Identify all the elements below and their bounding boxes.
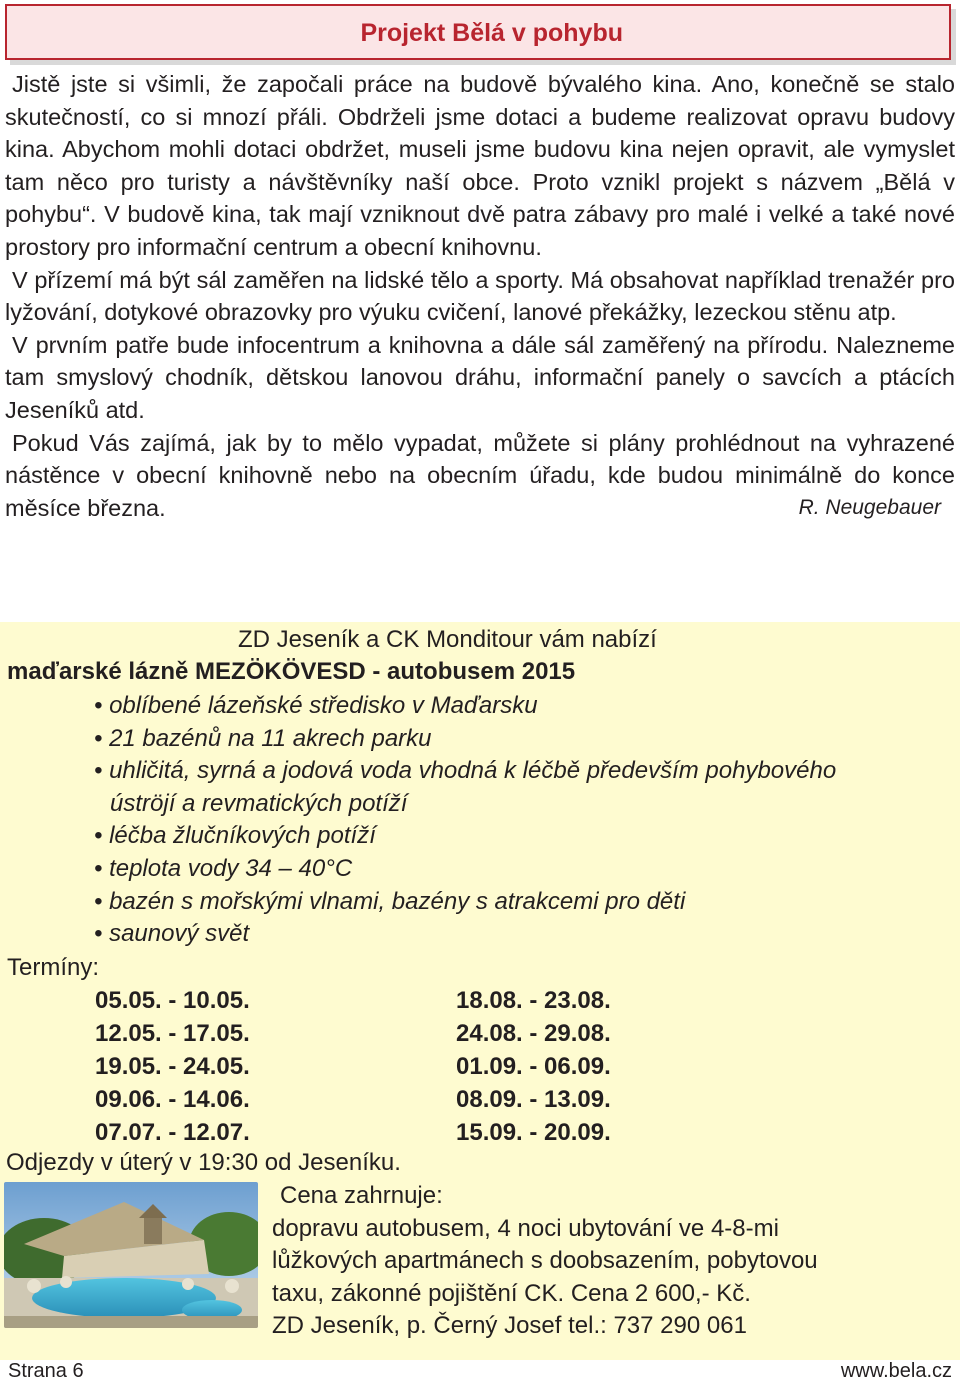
website-url: www.bela.cz	[840, 1360, 952, 1382]
date-range: 18.08. - 23.08.	[456, 987, 611, 1014]
price-line: lůžkových apartmánech s doobsazením, pobytovou	[272, 1247, 818, 1275]
dates-column-2	[456, 984, 611, 1149]
article-paragraph: Jistě jste si všimli, že započali práce na budově bývalého kina. Ano, konečně se stalo skutečností, co si mnozí přáli. Obdrželi jsme dotaci a budeme realizovat opravu budovy kina. Abychom mohli dotaci obdržet, museli jsme budovu kina nejen opravit, ale vymyslet tam něco pro turisty a návštěvníky naší obce. Proto vznikl projekt s názvem „Bělá v pohybu“. V budově kina, tak mají vzniknout dvě patra zábavy pro malé i velké a také nové prostory pro informační centrum a obecní knihovnu.	[5, 71, 955, 260]
contact-line: ZD Jeseník, p. Černý Josef tel.: 737 290 061	[272, 1312, 747, 1340]
travel-advert	[0, 622, 960, 1360]
advert-headline: ZD Jeseník a CK Monditour vám nabízí	[238, 626, 657, 653]
feature-item: • teplota vody 34 – 40°C	[94, 854, 353, 882]
feature-item: • bazén s mořskými vlnami, bazény s atrakcemi pro děti	[94, 887, 686, 915]
departure-info: Odjezdy v úterý v 19:30 od Jeseníku.	[6, 1149, 401, 1176]
article-paragraph: V přízemí má být sál zaměřen na lidské tělo a sporty. Má obsahovat například trenažér pro lyžování, dotykové obrazovky pro výuku cvičení, lanové překážky, lezeckou stěnu atp.	[5, 266, 955, 326]
article-header	[5, 4, 951, 60]
terms-label: Termíny:	[7, 954, 100, 981]
feature-item: • 21 bazénů na 11 akrech parku	[94, 724, 432, 752]
date-range: 15.09. - 20.09.	[456, 1119, 611, 1146]
date-range: 01.09. - 06.09.	[456, 1053, 611, 1080]
price-heading: Cena zahrnuje:	[280, 1182, 443, 1209]
article-title: Projekt Bělá v pohybu	[360, 19, 623, 47]
article-body	[5, 68, 955, 524]
date-range: 05.05. - 10.05.	[95, 987, 250, 1014]
date-range: 24.08. - 29.08.	[456, 1020, 611, 1047]
article-author: R. Neugebauer	[798, 495, 941, 519]
spa-resort-photo	[4, 1182, 258, 1328]
price-line: dopravu autobusem, 4 noci ubytování ve 4-8-mi	[272, 1214, 779, 1242]
advert-title: maďarské lázně MEZÖKÖVESD - autobusem 2015	[7, 658, 576, 685]
feature-item: • uhličitá, syrná a jodová voda vhodná k léčbě především pohybového úströjí a revmatických potíží	[94, 757, 837, 817]
page-number: Strana 6	[8, 1360, 84, 1382]
date-range: 09.06. - 14.06.	[95, 1086, 250, 1113]
date-range: 12.05. - 17.05.	[95, 1020, 250, 1047]
feature-item: • oblíbené lázeňské středisko v Maďarsku	[94, 692, 538, 719]
price-line: taxu, zákonné pojištění CK. Cena 2 600,- Kč.	[272, 1279, 751, 1307]
feature-item: • léčba žlučníkových potíží	[94, 822, 376, 850]
date-range: 08.09. - 13.09.	[456, 1086, 611, 1113]
article-paragraph: Pokud Vás zajímá, jak by to mělo vypadat, můžete si plány prohlédnout na vyhrazené nástěnce v obecní knihovně nebo na obecním úřadu, kde budou minimálně do konce měsíce března. R. Neugebauer	[5, 427, 955, 525]
article-paragraph: V prvním patře bude infocentrum a knihovna a dále sál zaměřený na přírodu. Nalezneme tam smyslový chodník, dětskou lanovou dráhu, informační panely o savcích a ptácích Jeseníků atd.	[5, 331, 955, 423]
feature-item: • saunový svět	[94, 920, 250, 948]
dates-column-1	[95, 984, 250, 1149]
advert-features	[94, 690, 954, 951]
price-info	[272, 1180, 818, 1343]
date-range: 19.05. - 24.05.	[95, 1053, 250, 1080]
date-range: 07.07. - 12.07.	[95, 1119, 250, 1146]
